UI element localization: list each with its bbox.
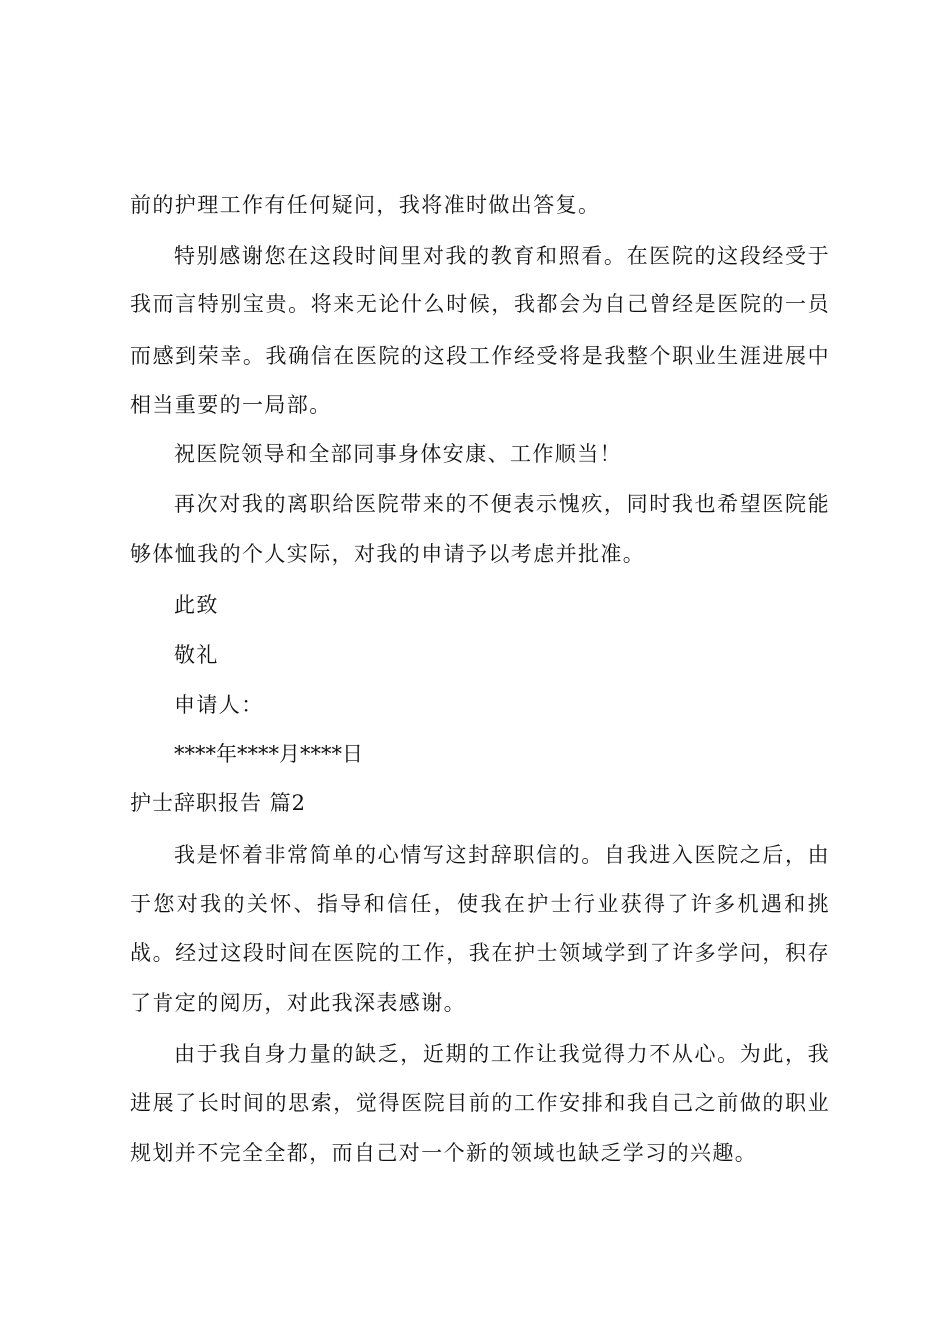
paragraph-line: 战。经过这段时间在医院的工作，我在护士领域学到了许多学问，积存	[130, 941, 830, 965]
closing-line: 敬礼	[174, 643, 219, 667]
paragraph-line: 于您对我的关怀、指导和信任，使我在护士行业获得了许多机遇和挑	[130, 892, 830, 916]
paragraph-line: 够体恤我的个人实际，对我的申请予以考虑并批准。	[130, 542, 646, 566]
paragraph-line: 相当重要的一局部。	[130, 393, 332, 417]
paragraph-line: 再次对我的离职给医院带来的不便表示愧疚，同时我也希望医院能	[174, 492, 830, 516]
paragraph-line: 进展了长时间的思索，觉得医院目前的工作安排和我自己之前做的职业	[130, 1091, 830, 1115]
paragraph-line: 前的护理工作有任何疑问，我将准时做出答复。	[130, 193, 601, 217]
paragraph-line: 由于我自身力量的缺乏，近期的工作让我觉得力不从心。为此，我	[174, 1042, 830, 1066]
paragraph-line: 特别感谢您在这段时间里对我的教育和照看。在医院的这段经受于	[174, 244, 830, 268]
paragraph-line: 了肯定的阅历，对此我深表感谢。	[130, 991, 466, 1015]
closing-line: 此致	[174, 593, 219, 617]
date-line: ****年****月****日	[174, 742, 363, 766]
paragraph-line: 我而言特别宝贵。将来无论什么时候，我都会为自己曾经是医院的一员	[130, 292, 830, 316]
paragraph-line: 规划并不完全全都，而自己对一个新的领域也缺乏学习的兴趣。	[130, 1141, 758, 1165]
signature-line: 申请人：	[174, 693, 264, 717]
paragraph-line: 我是怀着非常简单的心情写这封辞职信的。自我进入医院之后，由	[174, 843, 830, 867]
section-heading: 护士辞职报告 篇2	[130, 791, 307, 815]
paragraph-line: 而感到荣幸。我确信在医院的这段工作经受将是我整个职业生涯进展中	[130, 344, 830, 368]
paragraph-line: 祝医院领导和全部同事身体安康、工作顺当！	[174, 442, 622, 466]
